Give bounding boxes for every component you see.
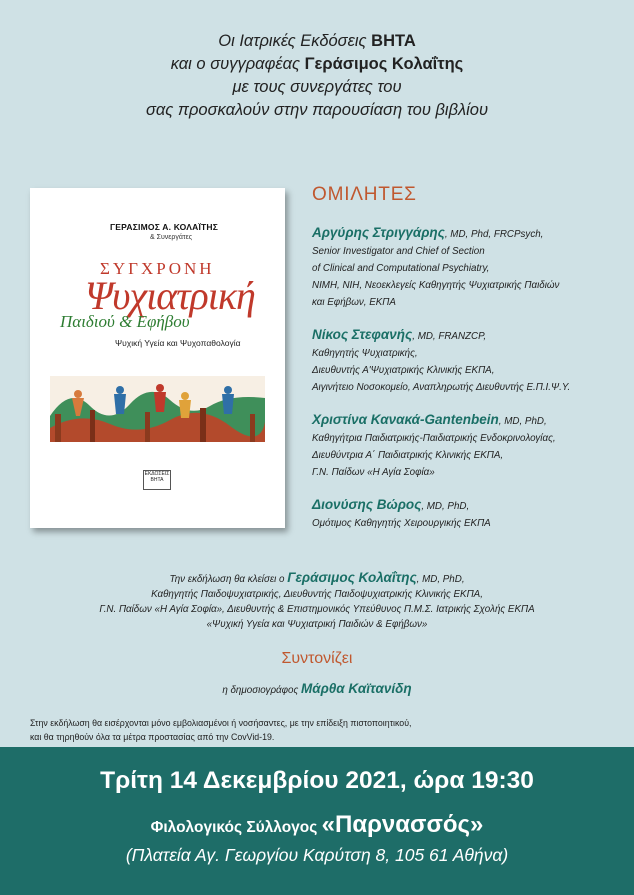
speaker-credentials: , MD, PhD, <box>421 501 470 512</box>
speaker-credentials: , MD, FRANZCP, <box>412 331 487 342</box>
covid-notice: Στην εκδήλωση θα εισέρχονται μόνο εμβολιασμένοι ή νοσήσαντες, με την επίδειξη πιστοποιητικού, και θα τηρηθούν όλα τα μέτρα προστασίας από την CovVid-19. <box>30 718 412 742</box>
speaker-entry <box>312 411 624 481</box>
moderator-line: η δημοσιογράφος Μάρθα Καϊτανίδη <box>222 681 412 696</box>
cover-author: ΓΕΡΑΣΙΜΟΣ Α. ΚΟΛΑΪΤΗΣ <box>110 222 219 232</box>
speaker-detail: Διευθυντής Α'Ψυχιατρικής Κλινικής ΕΚΠΑ, <box>312 365 495 376</box>
invitation-intro <box>0 30 634 122</box>
closing-detail: Γ.Ν. Παίδων «Η Αγία Σοφία», Διευθυντής & Επιστημονικός Υπεύθυνος Π.Μ.Σ. Ιατρικής Σχολής ΕΚΠΑ <box>99 604 535 615</box>
author-name: Γεράσιμος Κολαΐτης <box>304 55 464 73</box>
speakers-heading: ΟΜΙΛΗΤΕΣ <box>312 184 417 205</box>
cover-title-line2: Ψυχιατρική <box>85 273 255 318</box>
moderator-name: Μάρθα Καϊτανίδη <box>300 681 412 696</box>
event-details-band <box>0 747 634 895</box>
cover-illustration <box>50 376 265 442</box>
closing-speaker-name: Γεράσιμος Κολαΐτης <box>287 570 417 585</box>
speaker-entry <box>312 224 624 311</box>
intro-line-publisher: Οι Ιατρικές Εκδόσεις ΒΗΤΑ <box>218 32 416 50</box>
speaker-detail: Ομότιμος Καθηγητής Χειρουργικής ΕΚΠΑ <box>312 518 491 529</box>
speaker-name: Χριστίνα Κανακά-Gantenbein <box>312 412 499 427</box>
publisher-logo: ΕΚΔΟΣΕΙΣ ΒΗΤΑ <box>143 470 171 490</box>
speaker-detail: Γ.Ν. Παίδων «Η Αγία Σοφία» <box>312 467 435 478</box>
speaker-detail: Καθηγητής Ψυχιατρικής, <box>312 348 418 359</box>
speaker-detail: of Clinical and Computational Psychiatry, <box>312 263 490 274</box>
speaker-credentials: , MD, Phd, FRCPsych, <box>444 229 544 240</box>
closing-detail: «Ψυχική Υγεία και Ψυχιατρική Παιδιών & Εφήβων» <box>206 619 428 630</box>
event-date: Τρίτη 14 Δεκεμβρίου 2021, ώρα 19:30 <box>100 767 534 794</box>
speaker-detail: NIMH, NIH, Νεοεκλεγείς Καθηγητής Ψυχιατρικής Παιδιών <box>312 280 560 291</box>
speaker-name: Διονύσης Βώρος <box>312 497 422 512</box>
publisher-name: ΒΗΤΑ <box>371 32 416 50</box>
speaker-entry <box>312 326 624 396</box>
intro-line-invite: σας προσκαλούν στην παρουσίαση του βιβλίου <box>145 101 489 119</box>
speaker-credentials: , MD, PhD, <box>498 416 547 427</box>
speaker-detail: Καθηγήτρια Παιδιατρικής-Παιδιατρικής Ενδοκρινολογίας, <box>312 433 556 444</box>
event-address: (Πλατεία Αγ. Γεωργίου Καρύτση 8, 105 61 Αθήνα) <box>125 845 509 865</box>
speaker-detail: Αιγινήτειο Νοσοκομείο, Αναπληρωτής Διευθυντής Ε.Π.Ι.Ψ.Υ. <box>312 382 571 393</box>
speaker-name: Νίκος Στεφανής <box>312 327 413 342</box>
cover-title-line3: Παιδιού & Εφήβου <box>60 312 190 331</box>
speaker-detail: Διευθύντρια Α΄ Παιδιατρικής Κλινικής ΕΚΠΑ, <box>312 450 504 461</box>
speaker-entry <box>312 496 624 532</box>
moderator-heading: Συντονίζει <box>281 650 353 667</box>
intro-line-author: και ο συγγραφέας Γεράσιμος Κολαΐτης <box>170 55 464 73</box>
venue-name: «Παρνασσός» <box>321 811 484 838</box>
speaker-detail: και Εφήβων, ΕΚΠΑ <box>312 297 396 308</box>
speaker-name: Αργύρης Στριγγάρης <box>312 225 445 240</box>
intro-line-collaborators: με τους συνεργάτες του <box>232 78 402 96</box>
book-cover <box>30 188 285 528</box>
cover-title-line1: ΣΥΓΧΡΟΝΗ <box>100 259 215 278</box>
speaker-detail: Senior Investigator and Chief of Section <box>312 246 485 257</box>
closing-remarks: Την εκδήλωση θα κλείσει ο Γεράσιμος Κολαΐτης, MD, PhD, Καθηγητής Παιδοψυχιατρικής, Διευθυντής Παιδοψυχιατρικής Κλινικής ΕΚΠΑ, Γ.Ν. Παίδων «Η Αγία Σοφία», Διευθυντής & Επιστημονικός Υπεύθυνος Π.Μ.Σ. Ιατρικής Σχολής ΕΚΠΑ «Ψυχική Υγεία και Ψυχιατρική Παιδιών & Εφήβων» <box>0 570 634 632</box>
closing-detail: Καθηγητής Παιδοψυχιατρικής, Διευθυντής Παιδοψυχιατρικής Κλινικής ΕΚΠΑ, <box>151 589 483 600</box>
cover-coauthors: & Συνεργάτες <box>150 234 193 241</box>
cover-subtitle: Ψυχική Υγεία και Ψυχοπαθολογία <box>115 338 241 348</box>
event-venue: Φιλολογικός Σύλλογος «Παρνασσός» <box>150 811 484 838</box>
